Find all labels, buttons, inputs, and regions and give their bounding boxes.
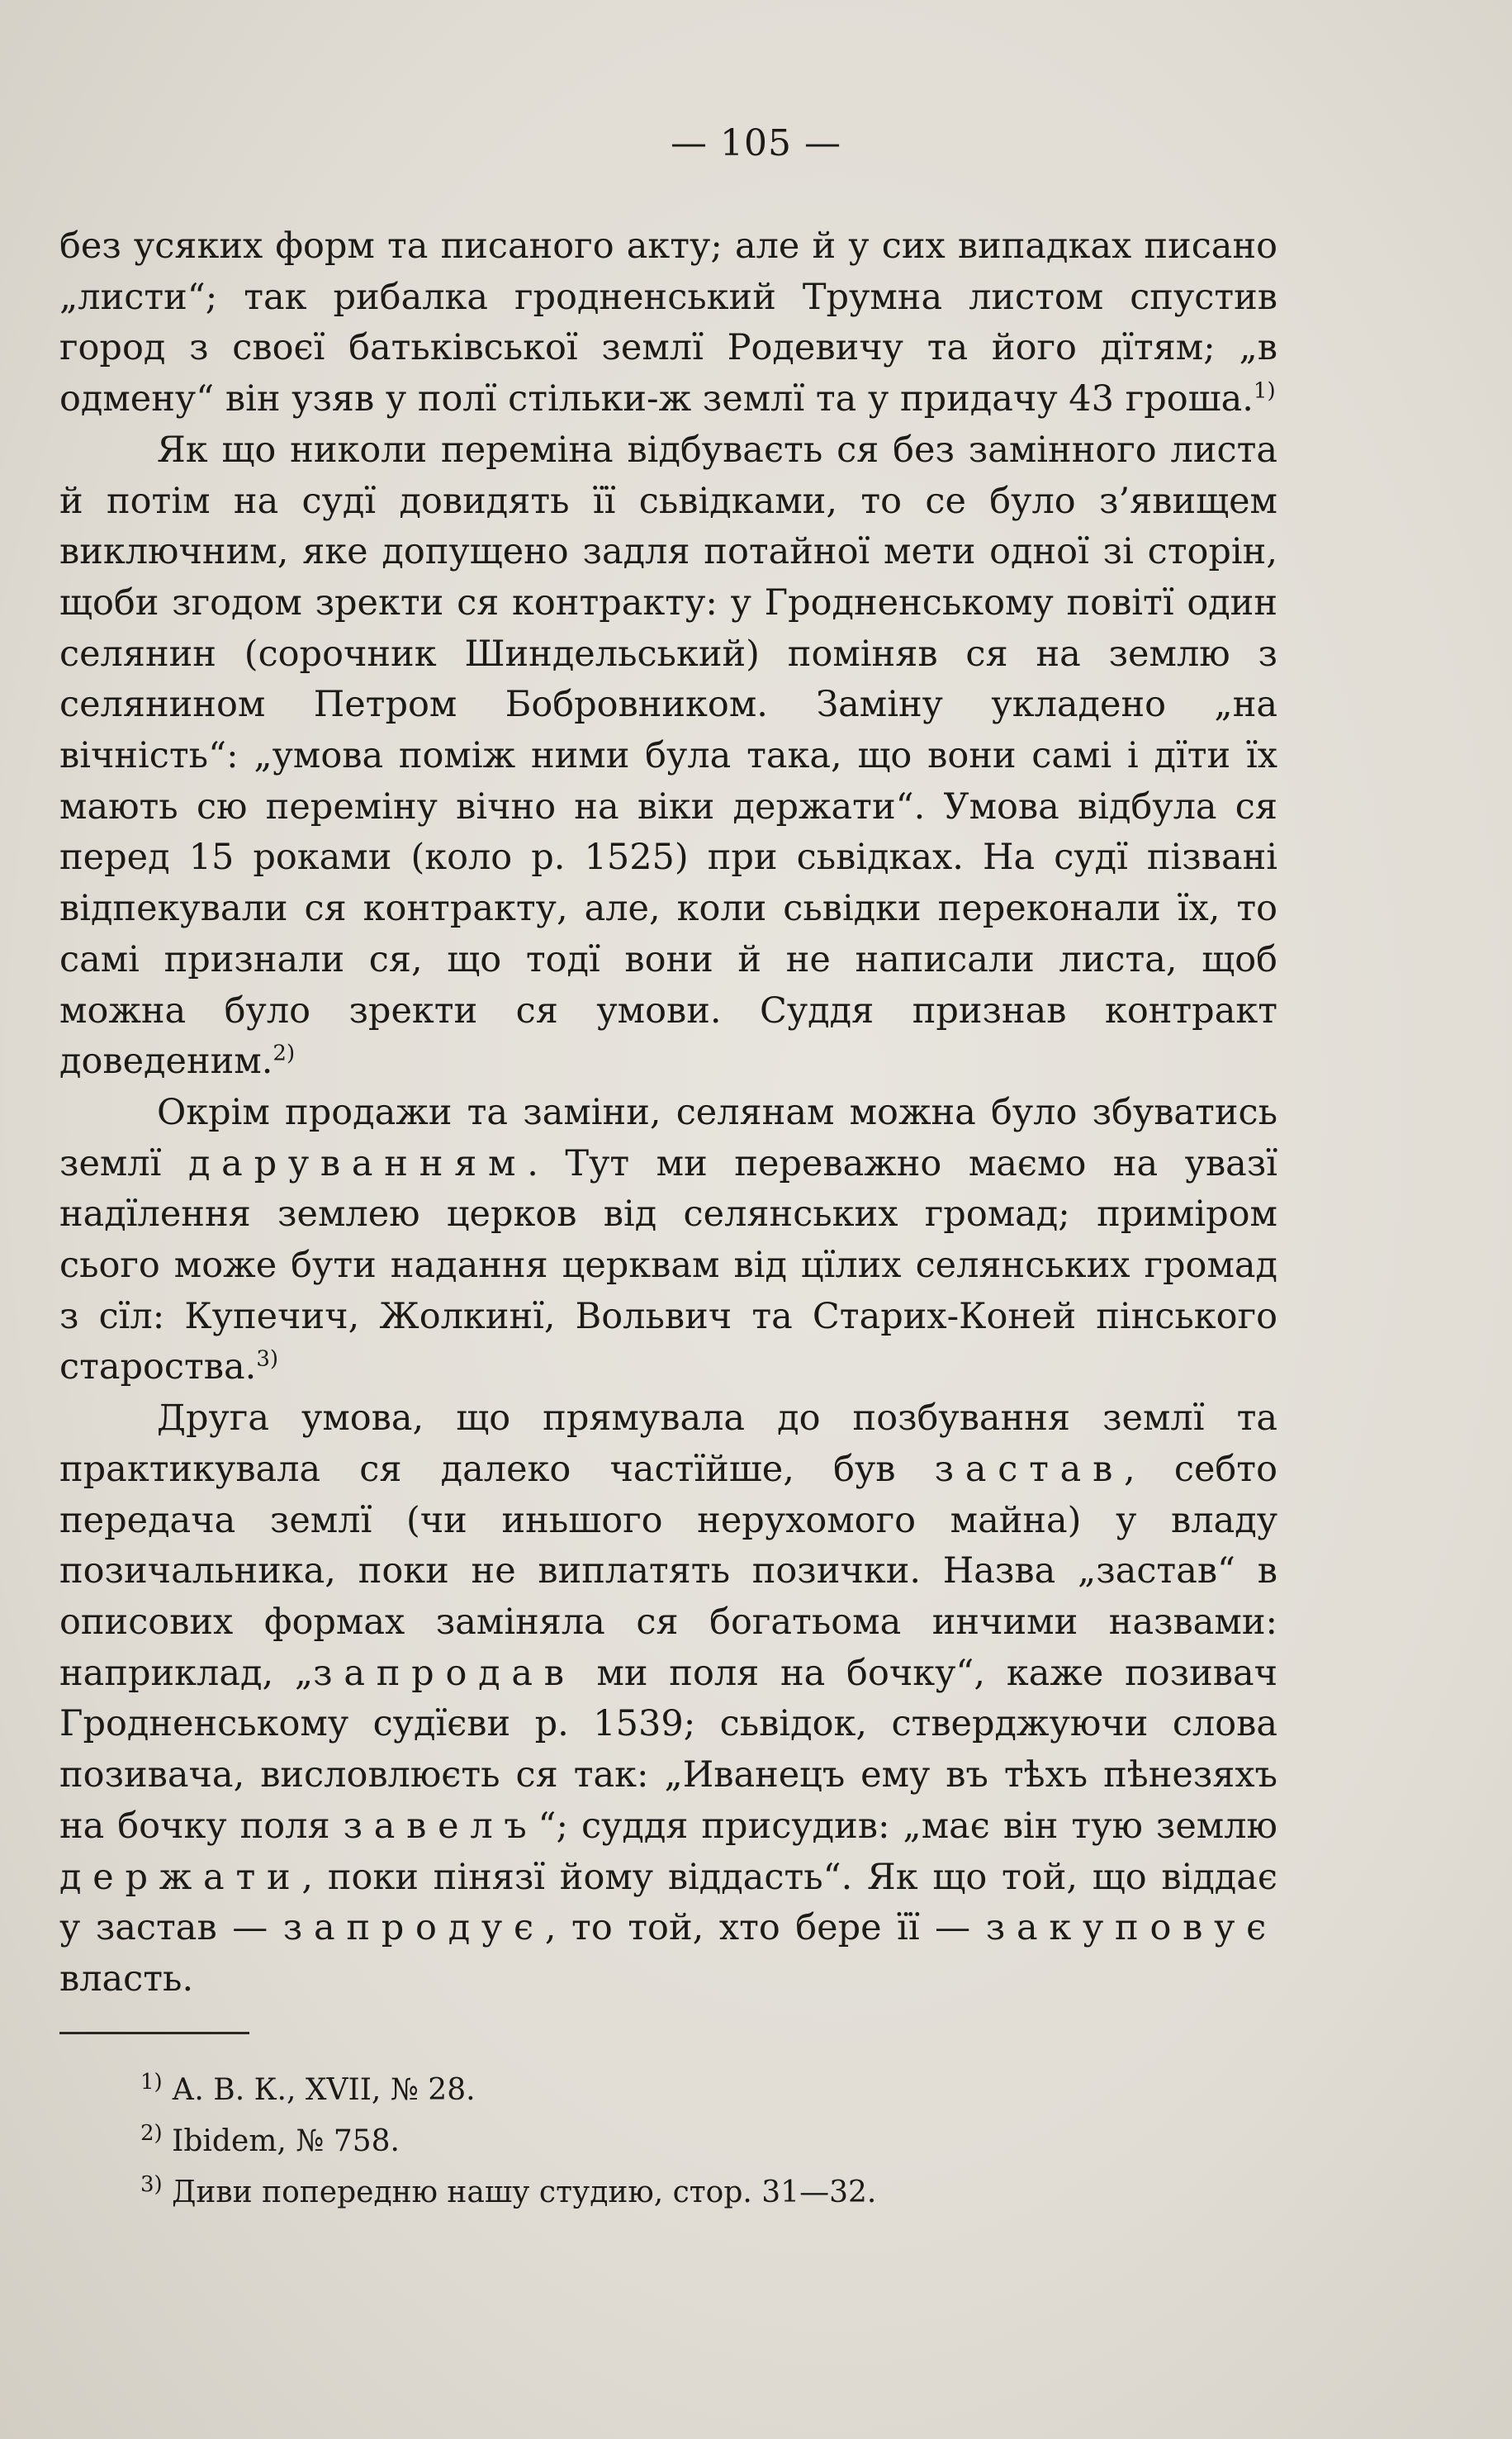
footnote-1-text: А. В. К., XVII, № 28. (172, 2073, 476, 2107)
footnote-ref-1: 1) (1253, 378, 1276, 404)
paragraph-1 (59, 221, 1277, 425)
footnote-mark-3: 3) (140, 2172, 163, 2197)
footnote-divider (59, 2032, 249, 2034)
footnote-3-text: Диви попередню нашу студию, стор. 31—32. (172, 2176, 877, 2209)
footnote-3 (140, 2167, 1214, 2218)
spaced-term-zaproduye: запродує (282, 1907, 545, 1949)
spaced-term-zavel: завелъ (343, 1805, 538, 1847)
footnote-1 (140, 2065, 1214, 2116)
page-number: — 105 — (671, 122, 841, 164)
footnote-2 (140, 2116, 1214, 2167)
spaced-term-zaprodav: запродав (313, 1652, 576, 1694)
body-text (59, 221, 1277, 2005)
spaced-term-daruvannyam: даруванням (187, 1142, 528, 1184)
paragraph-1-text: без усяких форм та писаного акту; але й у сих випадках писано „листи“; так рибалка гродненський Трумна листом спустив город з своєї батьківської землї Родевичу та його дїтям; „в одмену“ він узяв у полї стільки-ж землї та у придачу 43 гроша. (59, 225, 1277, 420)
spaced-term-derzhaty: держати (59, 1856, 302, 1898)
footnote-mark-2: 2) (140, 2121, 163, 2146)
footnote-mark-1: 1) (140, 2070, 163, 2095)
footnote-ref-3: 3) (256, 1347, 279, 1373)
footnotes (140, 2065, 1214, 2218)
footnote-2-text: Ibidem, № 758. (172, 2124, 400, 2158)
spaced-term-zastav: застав (934, 1448, 1125, 1490)
spaced-term-zakupovuye: закуповує (985, 1907, 1277, 1949)
paragraph-3: Окрім продажи та заміни, селянам можна було збуватись землї даруванням. Тут ми переважно маємо на увазї надїлення землею церков від селянських громад; приміром сього може бути надання церквам від цїлих селянських громад з сїл: Купечич, Жолкинї, Вольвич та Старих-Коней пінського староства.$^{3)}$ (59, 1091, 1277, 1388)
footnote-ref-2: 2) (273, 1041, 296, 1066)
paragraph-2 (59, 425, 1277, 1088)
paragraph-4: Друга умова, що прямувала до позбування землї та практикувала ся далеко частїйше, був застав, себто передача землї (чи иньшого нерухомого майна) у владу позичальника, поки не виплатять позички. Назва „застав“ в описових формах заміняла ся богатьома инчими назвами: наприклад, „запродав ми поля на бочку“, каже позивач Гродненському судїєви р. 1539; сьвідок, стверджуючи слова позивача, висловлюєть ся так: „Иванецъ ему въ тѣхъ пѣнезяхъ на бочку поля завелъ“; суддя присудив: „має він тую землю держати, поки пінязї йому віддасть“. Як що той, що віддає у застав — запродує, то той, хто бере її — закуповує власть. (59, 1397, 1278, 2000)
paragraph-2-text: Як що николи переміна відбуваєть ся без замінного листа й потім на судї довидять її сьвідками, то се було з’явищем виключним, яке допущено задля потайної мети одної зі сторін, щоби згодом зректи ся контракту: у Гродненському повітї один селянин (сорочник Шиндельський) поміняв ся на землю з селянином Петром Бобровником. Заміну укладено „на вічність“: „умова поміж ними була така, що вони самі і дїти їх мають сю переміну вічно на віки держати“. Умова відбула ся перед 15 роками (коло р. 1525) при сьвідках. На судї пізвані відпекували ся контракту, але, коли сьвідки переконали їх, то самі признали ся, що тодї вони й не написали листа, щоб можна було зректи ся умови. Суддя признав контракт доведеним. (59, 429, 1277, 1083)
